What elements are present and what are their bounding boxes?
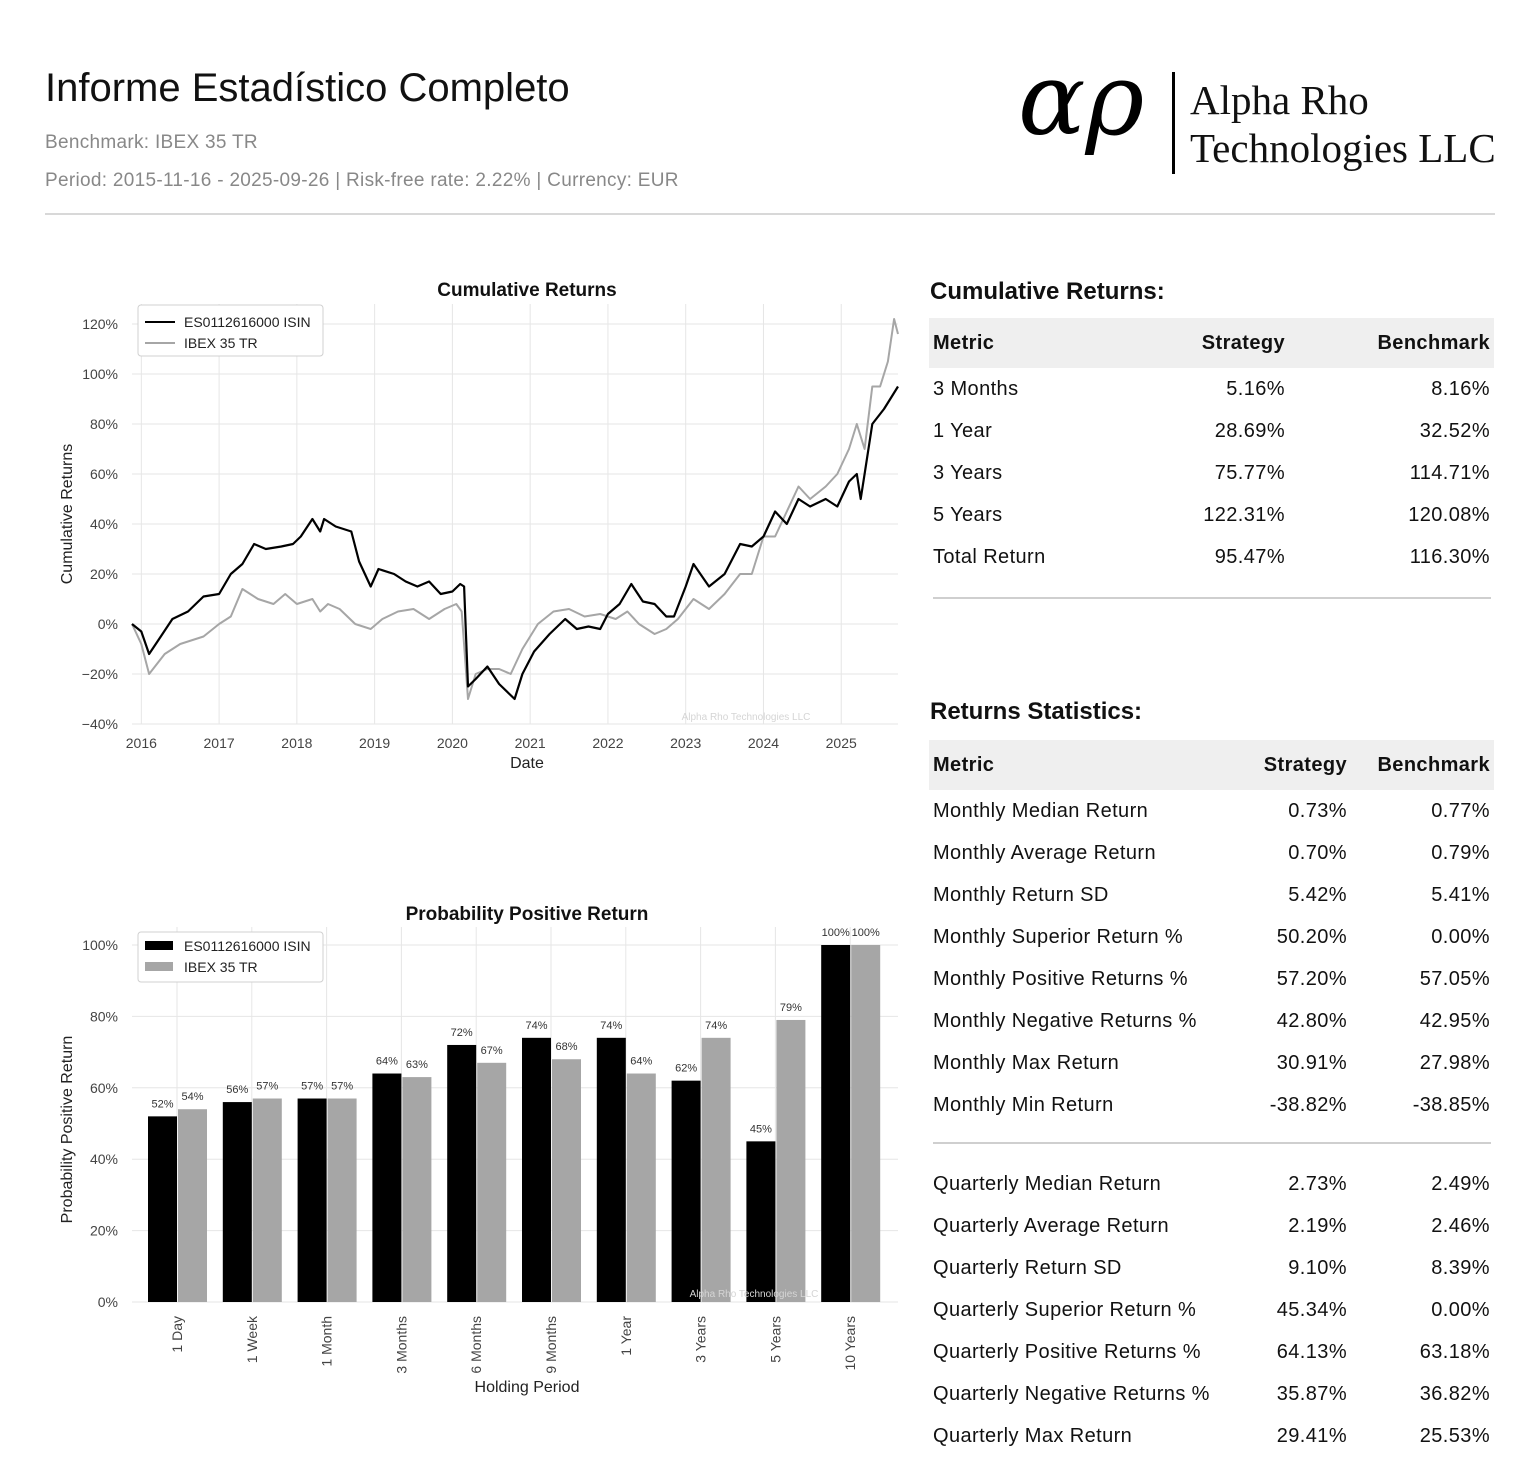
y-tick-label: 100% <box>82 366 118 382</box>
watermark: Alpha Rho Technologies LLC <box>689 1289 819 1300</box>
table-row <box>929 452 1494 494</box>
returns-table-title: Returns Statistics: <box>930 698 1143 725</box>
x-tick-label: 1 Month <box>318 1316 335 1367</box>
legend-label: IBEX 35 TR <box>184 959 258 975</box>
bar-benchmark <box>702 1038 731 1302</box>
data-label: 68% <box>555 1041 578 1054</box>
x-tick-label: 1 Week <box>243 1316 260 1364</box>
bar-strategy <box>821 945 850 1302</box>
strategy-cell: 29.41% <box>1276 1424 1347 1447</box>
data-label: 74% <box>705 1019 728 1032</box>
quarterly-statistics-table <box>929 1163 1494 1457</box>
bar-benchmark <box>178 1109 207 1302</box>
table-row <box>929 1415 1494 1457</box>
table-row <box>929 1042 1494 1084</box>
legend-label: ES0112616000 ISIN <box>184 938 311 954</box>
strategy-cell: 2.73% <box>1288 1172 1347 1195</box>
cumulative-returns-chart <box>50 272 910 782</box>
x-tick-label: 2022 <box>592 735 624 751</box>
benchmark-cell: 25.53% <box>1419 1424 1490 1447</box>
table-row <box>929 1205 1494 1247</box>
benchmark-cell: 57.05% <box>1419 967 1490 990</box>
strategy-cell: 28.69% <box>1214 419 1285 442</box>
benchmark-cell: 8.39% <box>1431 1256 1490 1279</box>
benchmark-cell: 114.71% <box>1409 461 1490 484</box>
strategy-cell: 50.20% <box>1276 925 1347 948</box>
col-header-metric: Metric <box>929 740 1229 790</box>
bar-benchmark <box>328 1099 357 1302</box>
table-row <box>929 536 1494 578</box>
y-tick-label: 120% <box>82 316 118 332</box>
y-tick-label: 40% <box>89 516 118 532</box>
x-tick-label: 2021 <box>514 735 546 751</box>
bar-strategy <box>672 1081 701 1302</box>
metric-cell: Monthly Return SD <box>933 883 1109 906</box>
x-tick-label: 10 Years <box>842 1316 859 1371</box>
legend-swatch <box>145 941 173 950</box>
y-tick-label: 60% <box>89 1079 118 1096</box>
data-label: 57% <box>301 1080 324 1093</box>
bar-strategy <box>223 1102 252 1302</box>
data-label: 62% <box>675 1062 698 1075</box>
data-label: 63% <box>405 1059 428 1072</box>
y-tick-label: 100% <box>82 937 118 953</box>
col-header-metric: Metric <box>929 318 1139 368</box>
bar-strategy <box>746 1141 775 1302</box>
logo-line-2: Technologies LLC <box>1190 125 1496 171</box>
y-tick-label: 80% <box>89 1008 118 1025</box>
table-header-row <box>929 318 1494 368</box>
table-row <box>929 916 1494 958</box>
x-tick-label: 2016 <box>125 735 157 751</box>
strategy-cell: 122.31% <box>1203 503 1285 526</box>
y-tick-label: 80% <box>89 416 118 432</box>
data-label: 54% <box>181 1091 204 1104</box>
data-label: 72% <box>450 1026 473 1039</box>
x-tick-label: 3 Months <box>393 1316 410 1374</box>
metric-cell: 3 Months <box>933 377 1019 400</box>
x-tick-label: 9 Months <box>543 1316 559 1374</box>
benchmark-cell: 27.98% <box>1419 1051 1490 1074</box>
y-axis-label: Cumulative Returns <box>59 443 76 585</box>
benchmark-cell: 36.82% <box>1419 1382 1490 1405</box>
bar-benchmark <box>776 1020 805 1302</box>
data-label: 52% <box>151 1098 174 1111</box>
cumulative-table-title: Cumulative Returns: <box>930 278 1165 305</box>
y-tick-label: 40% <box>89 1151 118 1168</box>
table-row <box>929 1331 1494 1373</box>
metric-cell: 5 Years <box>933 503 1003 526</box>
company-logo <box>1018 41 1498 180</box>
chart-title: Cumulative Returns <box>437 280 617 301</box>
chart-title: Probability Positive Return <box>405 904 649 925</box>
data-label: 100% <box>851 927 880 939</box>
data-label: 64% <box>630 1055 653 1068</box>
metric-cell: 1 Year <box>933 419 993 442</box>
benchmark-cell: 2.49% <box>1431 1172 1490 1195</box>
table-row <box>929 410 1494 452</box>
table-row <box>929 874 1494 916</box>
x-tick-label: 2018 <box>281 735 313 751</box>
metric-cell: Monthly Superior Return % <box>933 925 1184 948</box>
benchmark-cell: -38.85% <box>1412 1093 1490 1116</box>
logo-divider <box>1172 72 1175 174</box>
x-tick-label: 2017 <box>203 735 235 751</box>
strategy-cell: 30.91% <box>1276 1051 1347 1074</box>
data-label: 45% <box>749 1123 772 1136</box>
benchmark-cell: 0.00% <box>1431 1298 1490 1321</box>
y-tick-label: −40% <box>81 716 118 732</box>
probability-positive-chart <box>50 895 910 1405</box>
table-separator <box>933 597 1491 599</box>
data-label: 79% <box>779 1001 802 1014</box>
bar-benchmark <box>627 1074 656 1302</box>
bar-benchmark <box>851 945 880 1302</box>
watermark: Alpha Rho Technologies LLC <box>681 712 811 723</box>
strategy-cell: 5.42% <box>1288 883 1347 906</box>
x-tick-label: 2025 <box>825 735 857 751</box>
data-label: 74% <box>525 1019 548 1032</box>
metric-cell: Quarterly Max Return <box>933 1424 1133 1447</box>
y-axis-label: Probability Positive Return <box>59 1035 76 1224</box>
bar-benchmark <box>477 1063 506 1302</box>
bar-strategy <box>522 1038 551 1302</box>
table-row <box>929 1247 1494 1289</box>
metric-cell: Monthly Median Return <box>933 799 1149 822</box>
strategy-cell: 9.10% <box>1288 1256 1347 1279</box>
benchmark-cell: 0.79% <box>1431 841 1490 864</box>
benchmark-cell: 116.30% <box>1409 545 1490 568</box>
legend-swatch <box>145 962 173 971</box>
benchmark-cell: 8.16% <box>1431 377 1490 400</box>
strategy-cell: 0.70% <box>1288 841 1347 864</box>
metric-cell: Monthly Average Return <box>933 841 1156 864</box>
table-row <box>929 790 1494 832</box>
bar-benchmark <box>552 1059 581 1302</box>
y-tick-label: 0% <box>97 616 118 632</box>
table-row <box>929 494 1494 536</box>
bar-strategy <box>298 1099 327 1302</box>
table-row <box>929 1084 1494 1126</box>
metric-cell: Quarterly Median Return <box>933 1172 1162 1195</box>
table-row <box>929 1289 1494 1331</box>
data-label: 57% <box>256 1080 279 1093</box>
benchmark-cell: 2.46% <box>1431 1214 1490 1237</box>
data-label: 57% <box>331 1080 354 1093</box>
benchmark-cell: 0.77% <box>1431 799 1490 822</box>
table-separator <box>933 1142 1491 1144</box>
benchmark-cell: 5.41% <box>1431 883 1490 906</box>
bar-strategy <box>597 1038 626 1302</box>
bar-benchmark <box>402 1077 431 1302</box>
metric-cell: 3 Years <box>933 461 1003 484</box>
metric-cell: Quarterly Positive Returns % <box>933 1340 1201 1363</box>
col-header-strategy: Strategy <box>1139 318 1289 368</box>
metric-cell: Monthly Max Return <box>933 1051 1120 1074</box>
x-axis-label: Date <box>510 755 544 772</box>
x-tick-label: 2020 <box>436 735 468 751</box>
metric-cell: Quarterly Superior Return % <box>933 1298 1197 1321</box>
data-label: 56% <box>226 1084 249 1097</box>
col-header-benchmark: Benchmark <box>1351 740 1494 790</box>
metric-cell: Quarterly Average Return <box>933 1214 1170 1237</box>
series-line-benchmark <box>132 319 898 699</box>
y-tick-label: 0% <box>97 1294 118 1310</box>
strategy-cell: 0.73% <box>1288 799 1347 822</box>
x-tick-label: 2019 <box>359 735 391 751</box>
metric-cell: Monthly Min Return <box>933 1093 1114 1116</box>
x-tick-label: 6 Months <box>468 1316 485 1374</box>
benchmark-cell: 0.00% <box>1431 925 1490 948</box>
benchmark-cell: 63.18% <box>1419 1340 1490 1363</box>
x-tick-label: 2024 <box>747 735 780 751</box>
bar-strategy <box>148 1116 177 1302</box>
table-header-row <box>929 740 1494 790</box>
bar-strategy <box>372 1074 401 1302</box>
data-label: 64% <box>375 1055 398 1068</box>
table-row <box>929 1000 1494 1042</box>
benchmark-subtitle: Benchmark: IBEX 35 TR <box>45 132 258 153</box>
legend-label: ES0112616000 ISIN <box>184 314 311 330</box>
strategy-cell: 2.19% <box>1288 1214 1347 1237</box>
table-row <box>929 368 1494 410</box>
y-tick-label: 20% <box>89 566 118 582</box>
page-title: Informe Estadístico Completo <box>45 66 570 110</box>
x-axis-label: Holding Period <box>474 1379 580 1396</box>
period-subtitle: Period: 2015-11-16 - 2025-09-26 | Risk-free rate: 2.22% | Currency: EUR <box>45 170 679 191</box>
logo-symbol: αρ <box>1018 41 1145 158</box>
logo-name <box>1190 76 1496 172</box>
strategy-cell: 45.34% <box>1276 1298 1347 1321</box>
strategy-cell: 95.47% <box>1214 545 1285 568</box>
x-tick-label: 2023 <box>670 735 702 751</box>
strategy-cell: 64.13% <box>1276 1340 1347 1363</box>
strategy-cell: 57.20% <box>1276 967 1347 990</box>
table-row <box>929 832 1494 874</box>
table-row <box>929 958 1494 1000</box>
y-tick-label: −20% <box>81 666 118 682</box>
bar-strategy <box>447 1045 476 1302</box>
metric-cell: Monthly Positive Returns % <box>933 967 1188 990</box>
benchmark-cell: 32.52% <box>1419 419 1490 442</box>
metric-cell: Quarterly Negative Returns % <box>933 1382 1210 1405</box>
metric-cell: Monthly Negative Returns % <box>933 1009 1197 1032</box>
strategy-cell: 75.77% <box>1214 461 1285 484</box>
table-row <box>929 1163 1494 1205</box>
returns-statistics-table <box>929 740 1494 1126</box>
strategy-cell: 35.87% <box>1276 1382 1347 1405</box>
data-label: 67% <box>480 1044 503 1057</box>
bar-benchmark <box>253 1099 282 1302</box>
benchmark-cell: 120.08% <box>1408 503 1490 526</box>
strategy-cell: -38.82% <box>1269 1093 1347 1116</box>
data-label: 74% <box>600 1019 623 1032</box>
x-tick-label: 1 Day <box>169 1316 185 1353</box>
data-label: 100% <box>821 927 850 939</box>
series-line-strategy <box>132 387 898 700</box>
cumulative-returns-table <box>929 318 1494 578</box>
header-divider <box>45 213 1495 215</box>
x-tick-label: 1 Year <box>617 1316 634 1356</box>
benchmark-cell: 42.95% <box>1419 1009 1490 1032</box>
x-tick-label: 3 Years <box>692 1316 709 1363</box>
strategy-cell: 42.80% <box>1276 1009 1347 1032</box>
strategy-cell: 5.16% <box>1226 377 1285 400</box>
x-tick-label: 5 Years <box>767 1316 784 1363</box>
metric-cell: Total Return <box>933 545 1046 568</box>
y-tick-label: 60% <box>89 466 118 482</box>
table-row <box>929 1373 1494 1415</box>
col-header-strategy: Strategy <box>1229 740 1351 790</box>
legend-label: IBEX 35 TR <box>184 335 258 351</box>
y-tick-label: 20% <box>89 1222 118 1239</box>
metric-cell: Quarterly Return SD <box>933 1256 1122 1279</box>
col-header-benchmark: Benchmark <box>1289 318 1494 368</box>
logo-line-1: Alpha Rho <box>1190 77 1369 123</box>
